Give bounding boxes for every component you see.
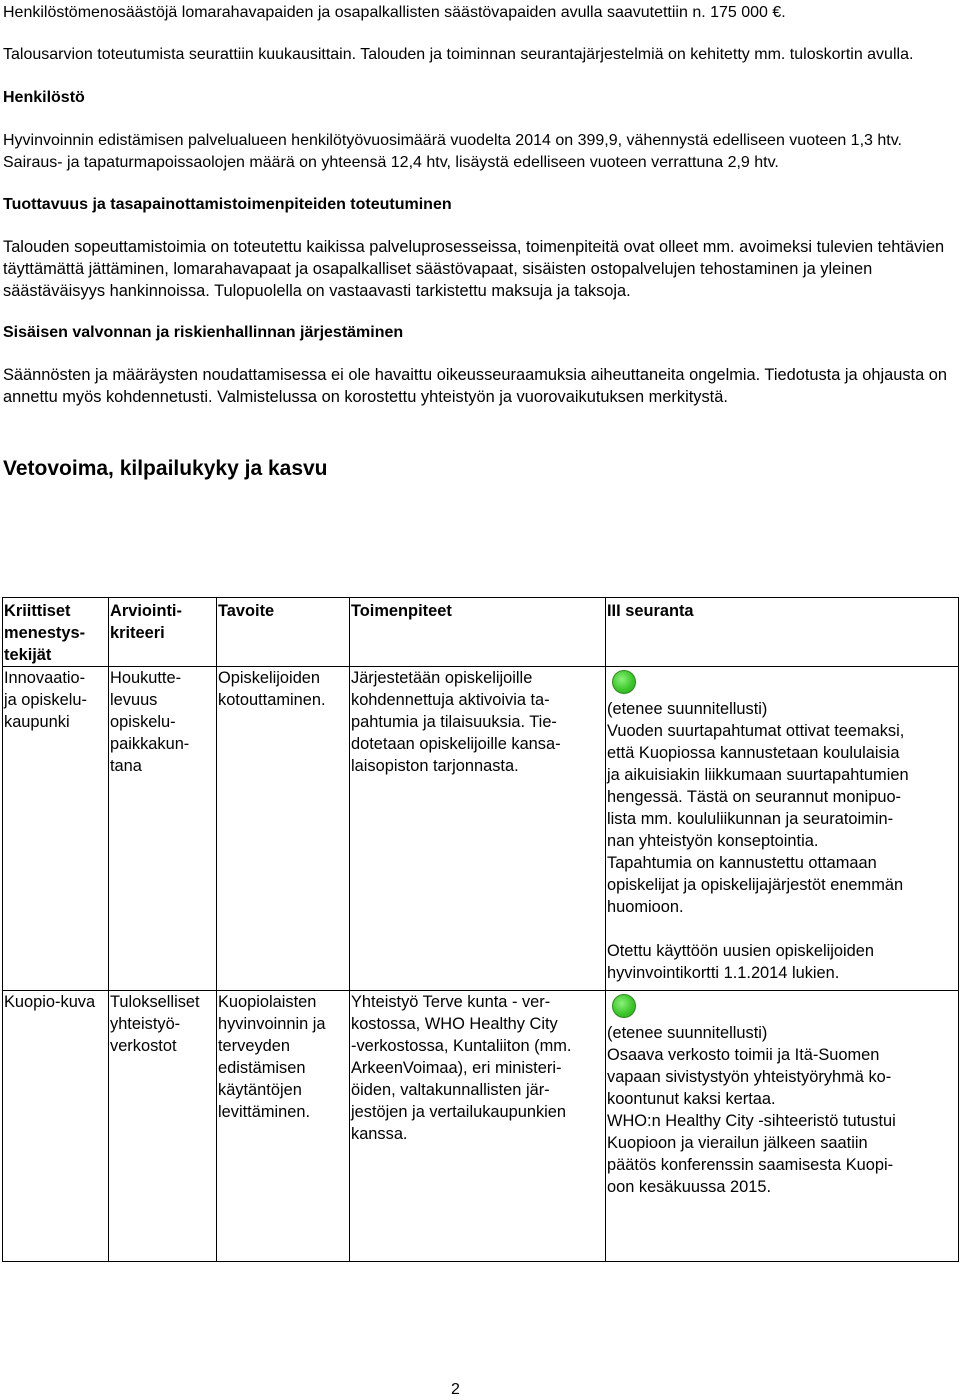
table-row	[3, 667, 959, 991]
cell-factor: Innovaatio- ja opiskelu- kaupunki	[3, 667, 109, 991]
cell-action: Järjestetään opiskelijoille kohdennettuja aktivoivia ta- pahtumia ja tilaisuuksia. Tie- dotetaan opiskelijoille kansa- laisopiston tarjonnasta.	[350, 667, 606, 991]
followup-extra-text: Otettu käyttöön uusien opiskelijoiden hyvinvointikortti 1.1.2014 lukien.	[607, 942, 874, 982]
followup-text: Osaava verkosto toimii ja Itä-Suomen vapaan sivistystyön yhteistyöryhmä ko- koontunut kaksi kertaa. WHO:n Healthy City -sihteeristö tutustui Kuopioon ja vierailun jälkeen saatiin päätös konferenssin saamisesta Kuopi- oon kesäkuussa 2015.	[607, 1046, 896, 1196]
henkilosto-heading: Henkilöstö	[3, 89, 85, 106]
header-monitoring: III seuranta	[606, 598, 959, 667]
cell-goal: Kuopiolaisten hyvinvoinnin ja terveyden edistämisen käytäntöjen levittäminen.	[217, 991, 350, 1262]
intro-monitoring-paragraph: Talousarvion toteutumista seurattiin kuukausittain. Talouden ja toiminnan seurantajärjestelmiä on kehitetty mm. tuloskortin avulla.	[3, 46, 914, 63]
cell-goal: Opiskelijoiden kotouttaminen.	[217, 667, 350, 991]
status-text: (etenee suunnitellusti)	[607, 1024, 768, 1042]
followup-text: Vuoden suurtapahtumat ottivat teemaksi, että Kuopiossa kannustetaan koululaisia ja aikuisiakin liikkumaan suurtapahtumien hengessä. Tästä on seurannut monipuo- lista mm. koululiikunnan ja seuratoimin- nan yhteistyön konseptointia. Tapahtumia on kannustettu ottamaan opiskelijat ja opiskelijajärjestöt enemmän huomioon.	[607, 722, 909, 916]
tuottavuus-heading: Tuottavuus ja tasapainottamistoimenpiteiden toteutuminen	[3, 196, 452, 213]
sisainen-valvonta-paragraph: Säännösten ja määräysten noudattamisessa ei ole havaittu oikeusseuraamuksia aiheuttaneita ongelmia. Tiedotusta ja ohjausta on annettu myös kohdennetusti. Valmistelussa on korostettu yhteistyön ja vuorovaikutuksen merkitystä.	[3, 366, 947, 406]
status-green-icon	[612, 670, 636, 694]
table-row	[3, 991, 959, 1262]
page-number: 2	[451, 1381, 460, 1398]
header-critical-factors: Kriittiset menestys- tekijät	[3, 598, 109, 667]
cell-criterion: Houkutte- levuus opiskelu- paikkakun- tana	[109, 667, 217, 991]
cell-factor: Kuopio-kuva	[3, 991, 109, 1262]
sisainen-valvonta-heading: Sisäisen valvonnan ja riskienhallinnan järjestäminen	[3, 324, 404, 341]
success-factors-table	[2, 597, 959, 1262]
cell-monitoring	[606, 667, 959, 991]
tuottavuus-paragraph: Talouden sopeuttamistoimia on toteutettu kaikissa palveluprosesseissa, toimenpiteitä ovat olleet mm. avoimeksi tulevien tehtävien täyttämättä jättäminen, lomarahavapaat ja osapalkalliset säästövapaat, sisäisten ostopalvelujen tehostaminen ja yleinen säästäväisyys hankinnoissa. Tulopuolella on vastaavasti tarkistettu maksuja ja taksoja.	[3, 238, 945, 300]
cell-action: Yhteistyö Terve kunta - ver- kostossa, WHO Healthy City -verkostossa, Kuntaliiton (mm. ArkeenVoimaa), eri ministeri- öiden, valtakunnallisten jär- jestöjen ja vertailukaupunkien kanssa.	[350, 991, 606, 1262]
document-page	[3, 0, 958, 483]
status-green-icon	[612, 994, 636, 1018]
cell-monitoring	[606, 991, 959, 1262]
table-header-row	[3, 598, 959, 667]
header-criteria: Arviointi- kriteeri	[109, 598, 217, 667]
cell-criterion: Tulokselliset yhteistyö- verkostot	[109, 991, 217, 1262]
status-text: (etenee suunnitellusti)	[607, 700, 768, 718]
intro-savings-paragraph: Henkilöstömenosäästöjä lomarahavapaiden ja osapalkallisten säästövapaiden avulla saavutettiin n. 175 000 €.	[3, 4, 786, 21]
header-goal: Tavoite	[217, 598, 350, 667]
henkilosto-paragraph: Hyvinvoinnin edistämisen palvelualueen henkilötyövuosimäärä vuodelta 2014 on 399,9, vähennystä edelliseen vuoteen 1,3 htv. Sairaus- ja tapaturmapoissaolojen määrä on yhteensä 12,4 htv, lisäystä edelliseen vuoteen verrattuna 2,9 htv.	[3, 132, 902, 171]
section-title: Vetovoima, kilpailukyky ja kasvu	[3, 457, 328, 480]
header-actions: Toimenpiteet	[350, 598, 606, 667]
